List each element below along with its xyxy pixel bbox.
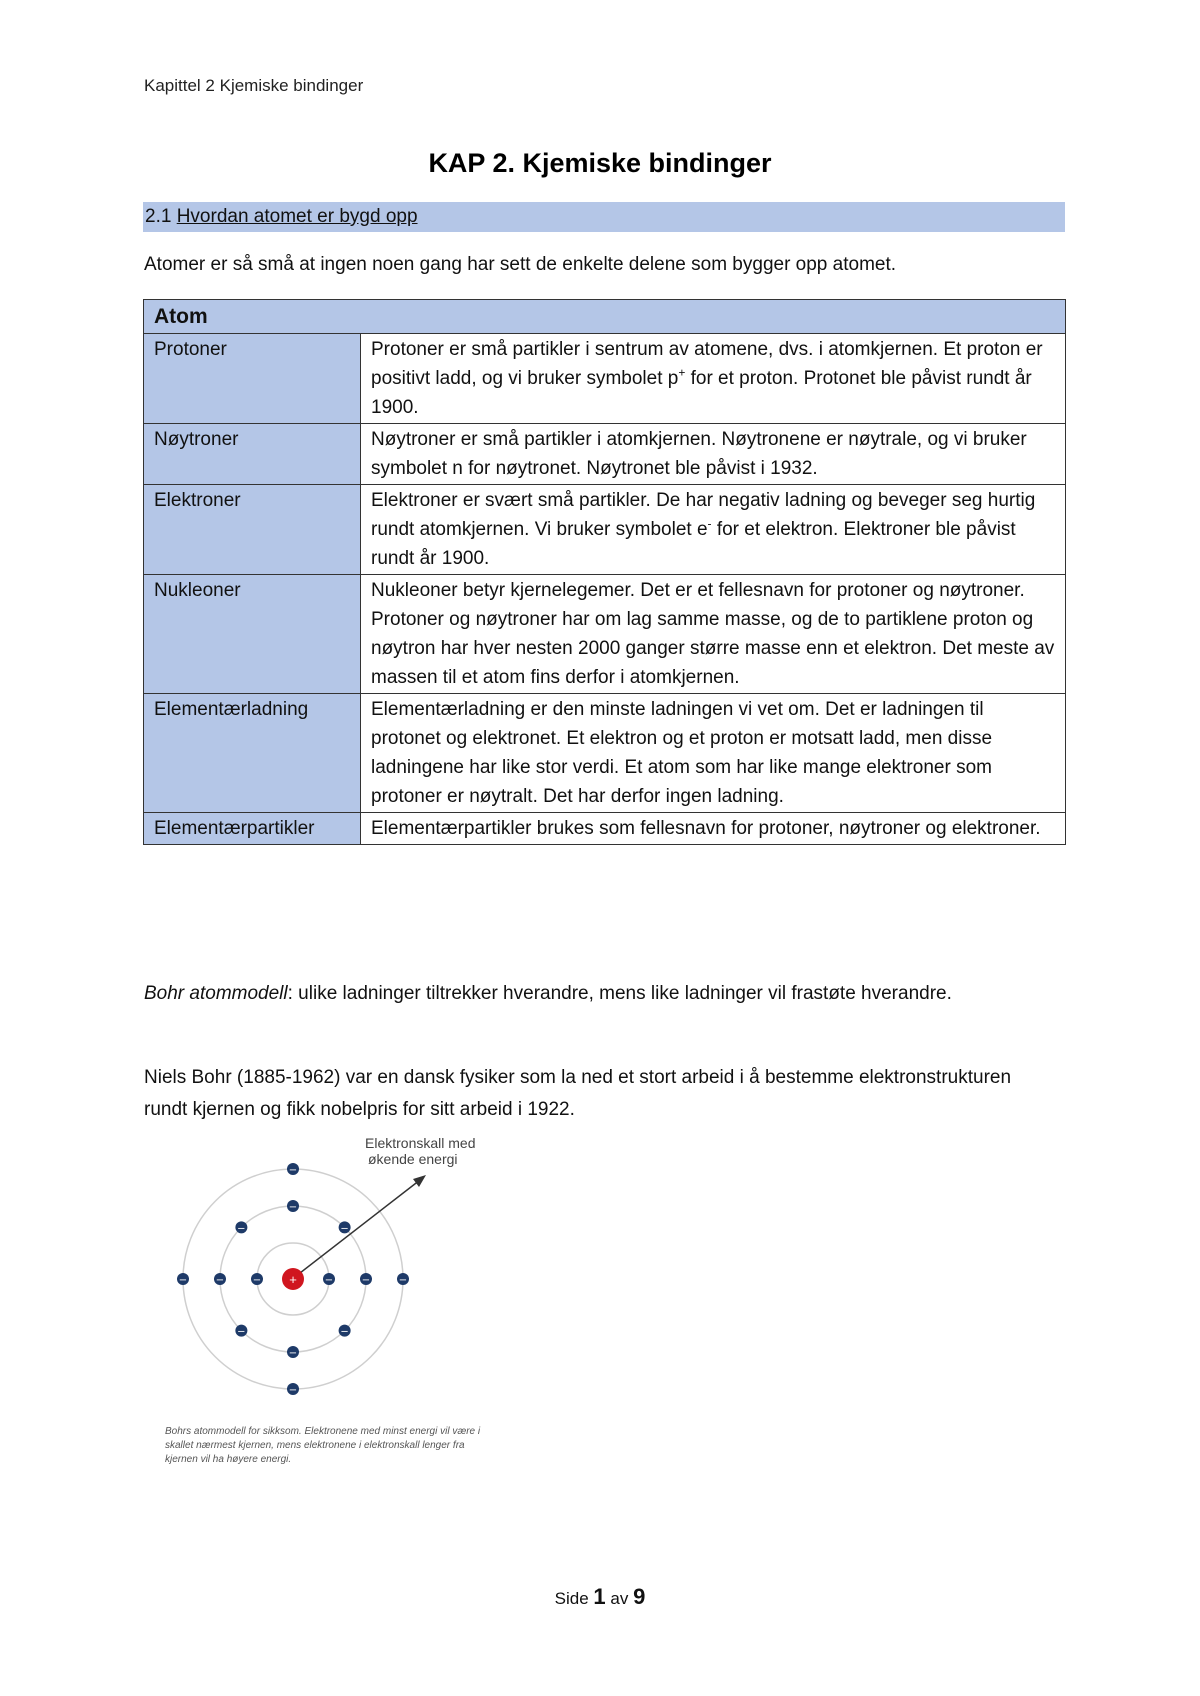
electron-minus-sign: − bbox=[288, 1385, 298, 1396]
intro-paragraph: Atomer er så små at ingen noen gang har sett de enkelte delene som bygger opp atomet. bbox=[144, 254, 897, 275]
figure-caption-line: kjernen vil ha høyere energi. bbox=[165, 1454, 292, 1465]
table-row bbox=[144, 575, 1066, 694]
electron-minus-sign: − bbox=[288, 1202, 298, 1213]
term-cell: Elementærpartikler bbox=[144, 813, 361, 845]
term-cell: Elektroner bbox=[144, 485, 361, 575]
term-cell: Nøytroner bbox=[144, 424, 361, 485]
electron-minus-sign: − bbox=[252, 1275, 262, 1286]
description-cell: Elementærladning er den minste ladningen vi vet om. Det er ladningen til protonet og elektronet. Et elektron og et proton er motsatt ladd, men disse ladningene har like stor verdi. Et atom som har like mange elektroner som protoner er nøytralt. Det har derfor ingen ladning. bbox=[361, 694, 1066, 813]
description-cell: Elementærpartikler brukes som fellesnavn for protoner, nøytroner og elektroner. bbox=[361, 813, 1066, 845]
electron-minus-sign: − bbox=[340, 1223, 349, 1235]
electron-minus-sign: − bbox=[237, 1326, 246, 1338]
electron-minus-sign: − bbox=[288, 1348, 298, 1359]
description-cell: Nøytroner er små partikler i atomkjernen. Nøytronene er nøytrale, og vi bruker symbolet n for nøytronet. Nøytronet ble påvist i 1932. bbox=[361, 424, 1066, 485]
electron-minus-sign: − bbox=[237, 1223, 246, 1235]
nucleus-plus-sign: + bbox=[289, 1272, 297, 1287]
table-row bbox=[144, 813, 1066, 845]
table-header-row bbox=[144, 300, 1066, 334]
section-number: 2.1 bbox=[145, 206, 172, 227]
bohr-model-paragraph: Bohr atommodell: ulike ladninger tiltrekker hverandre, mens like ladninger vil frastøte hverandre. bbox=[144, 983, 952, 1004]
annotation-line-2: økende energi bbox=[368, 1151, 458, 1167]
electron-minus-sign: − bbox=[288, 1165, 298, 1176]
table-row bbox=[144, 334, 1066, 424]
section-heading bbox=[143, 202, 1065, 232]
page-header: Kapittel 2 Kjemiske bindinger bbox=[144, 76, 364, 95]
bohr-model-term: Bohr atommodell bbox=[144, 983, 288, 1004]
term-cell: Nukleoner bbox=[144, 575, 361, 694]
annotation-line-1: Elektronskall med bbox=[365, 1135, 476, 1151]
energy-arrow bbox=[300, 1180, 420, 1273]
document-title: KAP 2. Kjemiske bindinger bbox=[428, 148, 772, 178]
term-cell: Elementærladning bbox=[144, 694, 361, 813]
table-row bbox=[144, 424, 1066, 485]
table-heading: Atom bbox=[144, 300, 1066, 334]
electron-minus-sign: − bbox=[178, 1275, 188, 1286]
description-cell: Elektroner er svært små partikler. De har negativ ladning og beveger seg hurtig rundt atomkjernen. Vi bruker symbolet e- for et elektron. Elektroner ble påvist rundt år 1900. bbox=[361, 485, 1066, 575]
arrow-head bbox=[413, 1175, 426, 1187]
current-page: 1 bbox=[593, 1584, 606, 1609]
total-pages: 9 bbox=[633, 1584, 646, 1609]
niels-bohr-paragraph: Niels Bohr (1885-1962) var en dansk fysiker som la ned et stort arbeid i å bestemme elektronstrukturen rundt kjernen og fikk nobelpris for sitt arbeid i 1922. bbox=[144, 1067, 1012, 1120]
superscript-plus: + bbox=[678, 365, 686, 380]
table-row bbox=[144, 485, 1066, 575]
superscript-minus: - bbox=[707, 516, 712, 531]
electron-minus-sign: − bbox=[215, 1275, 225, 1286]
bohr-atom-diagram bbox=[160, 1135, 500, 1488]
electron-minus-sign: − bbox=[324, 1275, 334, 1286]
page-footer: Side 1 av 9 bbox=[554, 1584, 646, 1609]
term-cell: Protoner bbox=[144, 334, 361, 424]
atom-table bbox=[143, 299, 1066, 845]
electron-minus-sign: − bbox=[340, 1326, 349, 1338]
description-cell: Nukleoner betyr kjernelegemer. Det er et fellesnavn for protoner og nøytroner. Protoner og nøytroner har om lag samme masse, og de to partiklene proton og nøytron har hver nesten 2000 ganger større masse enn et elektron. Det meste av massen til et atom fins derfor i atomkjernen. bbox=[361, 575, 1066, 694]
figure-caption-line: skallet nærmest kjernen, mens elektronene i elektronskall lenger fra bbox=[165, 1440, 465, 1451]
section-title: Hvordan atomet er bygd opp bbox=[176, 206, 418, 227]
electron-minus-sign: − bbox=[398, 1275, 408, 1286]
electron-minus-sign: − bbox=[361, 1275, 371, 1286]
figure-caption-line: Bohrs atommodell for sikksom. Elektronene med minst energi vil være i bbox=[165, 1426, 481, 1437]
table-row bbox=[144, 694, 1066, 813]
description-cell: Protoner er små partikler i sentrum av atomene, dvs. i atomkjernen. Et proton er positivt ladd, og vi bruker symbolet p+ for et proton. Protonet ble påvist rundt år 1900. bbox=[361, 334, 1066, 424]
